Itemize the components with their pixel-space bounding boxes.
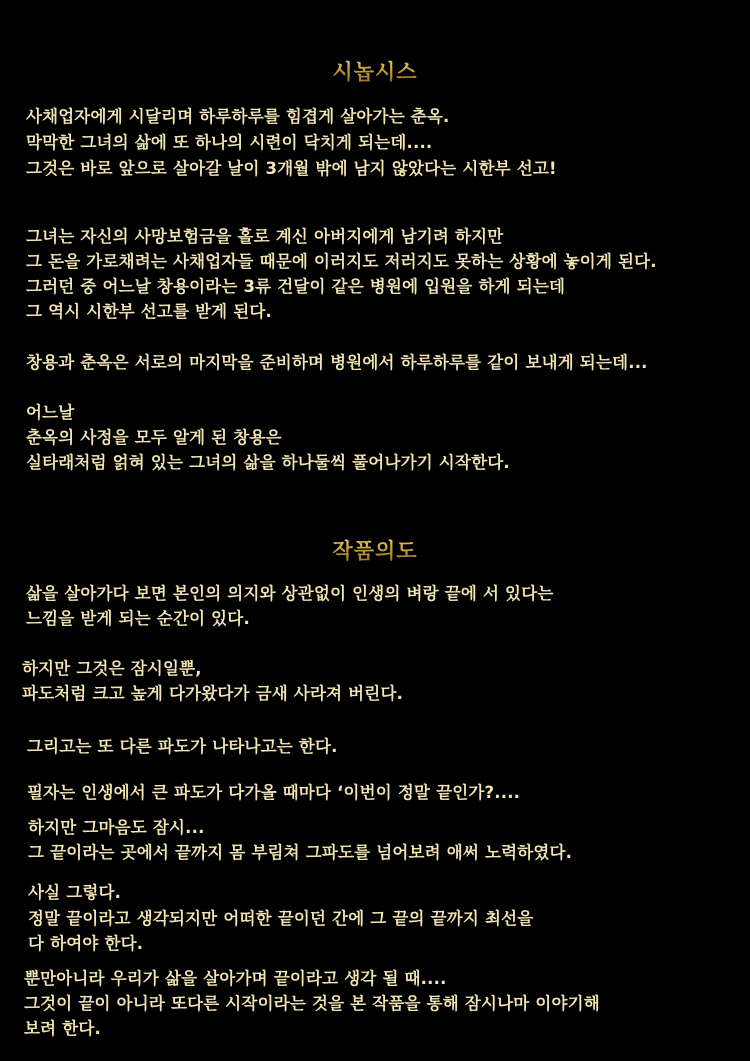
synopsis-line: 그 역시 시한부 선고를 받게 된다. <box>26 302 272 321</box>
synopsis-line: 실타래처럼 얽혀 있는 그녀의 삶을 하나둘씩 풀어나가기 시작한다. <box>26 453 510 472</box>
synopsis-line: 창용과 춘옥은 서로의 마지막을 준비하며 병원에서 하루하루를 같이 보내게 되는데... <box>26 353 648 372</box>
synopsis-line: 그녀는 자신의 사망보험금을 홀로 계신 아버지에게 남기려 하지만 <box>26 227 504 246</box>
intent-line: 필자는 인생에서 큰 파도가 다가올 때마다 ‘이번이 정말 끝인가?.... <box>27 783 521 802</box>
intent-line: 파도처럼 크고 높게 다가왔다가 금새 사라져 버린다. <box>22 684 404 703</box>
intent-line: 그 끝이라는 곳에서 끝까지 몸 부림쳐 그파도를 넘어보려 애써 노력하였다. <box>28 843 573 862</box>
intent-line: 사실 그렇다. <box>28 883 122 902</box>
synopsis-line: 막막한 그녀의 삶에 또 하나의 시련이 닥치게 되는데.... <box>26 133 433 152</box>
synopsis-line: 그러던 중 어느날 창용이라는 3류 건달이 같은 병원에 입원을 하게 되는데 <box>26 277 566 296</box>
intent-heading: 작품의도 <box>0 535 750 565</box>
intent-line: 다 하여야 한다. <box>28 934 144 953</box>
intent-line: 삶을 살아가다 보면 본인의 의지와 상관없이 인생의 벼랑 끝에 서 있다는 <box>26 584 554 603</box>
synopsis-line: 사채업자에게 시달리며 하루하루를 힘겹게 살아가는 춘옥. <box>26 107 450 126</box>
synopsis-heading: 시놉시스 <box>0 56 750 86</box>
synopsis-line: 춘옥의 사정을 모두 알게 된 창용은 <box>26 428 282 447</box>
intent-line: 하지만 그것은 잠시일뿐, <box>22 659 202 678</box>
synopsis-line: 그것은 바로 앞으로 살아갈 날이 3개월 밖에 남지 않았다는 시한부 선고! <box>26 159 557 178</box>
intent-line: 하지만 그마음도 잠시... <box>28 818 205 837</box>
intent-line: 그것이 끝이 아니라 또다른 시작이라는 것을 본 작품을 통해 잠시나마 이야기해 <box>24 994 600 1013</box>
intent-line: 느낌을 받게 되는 순간이 있다. <box>26 609 250 628</box>
intent-line: 뿐만아니라 우리가 삶을 살아가며 끝이라고 생각 될 때.... <box>24 969 447 988</box>
synopsis-line: 그 돈을 가로채려는 사채업자들 때문에 이러지도 저러지도 못하는 상황에 놓이게 된다. <box>26 252 657 271</box>
intent-line: 보려 한다. <box>24 1019 101 1038</box>
intent-line: 정말 끝이라고 생각되지만 어떠한 끝이던 간에 그 끝의 끝까지 최선을 <box>28 909 534 928</box>
synopsis-line: 어느날 <box>26 403 75 422</box>
intent-line: 그리고는 또 다른 파도가 나타나고는 한다. <box>27 737 338 756</box>
